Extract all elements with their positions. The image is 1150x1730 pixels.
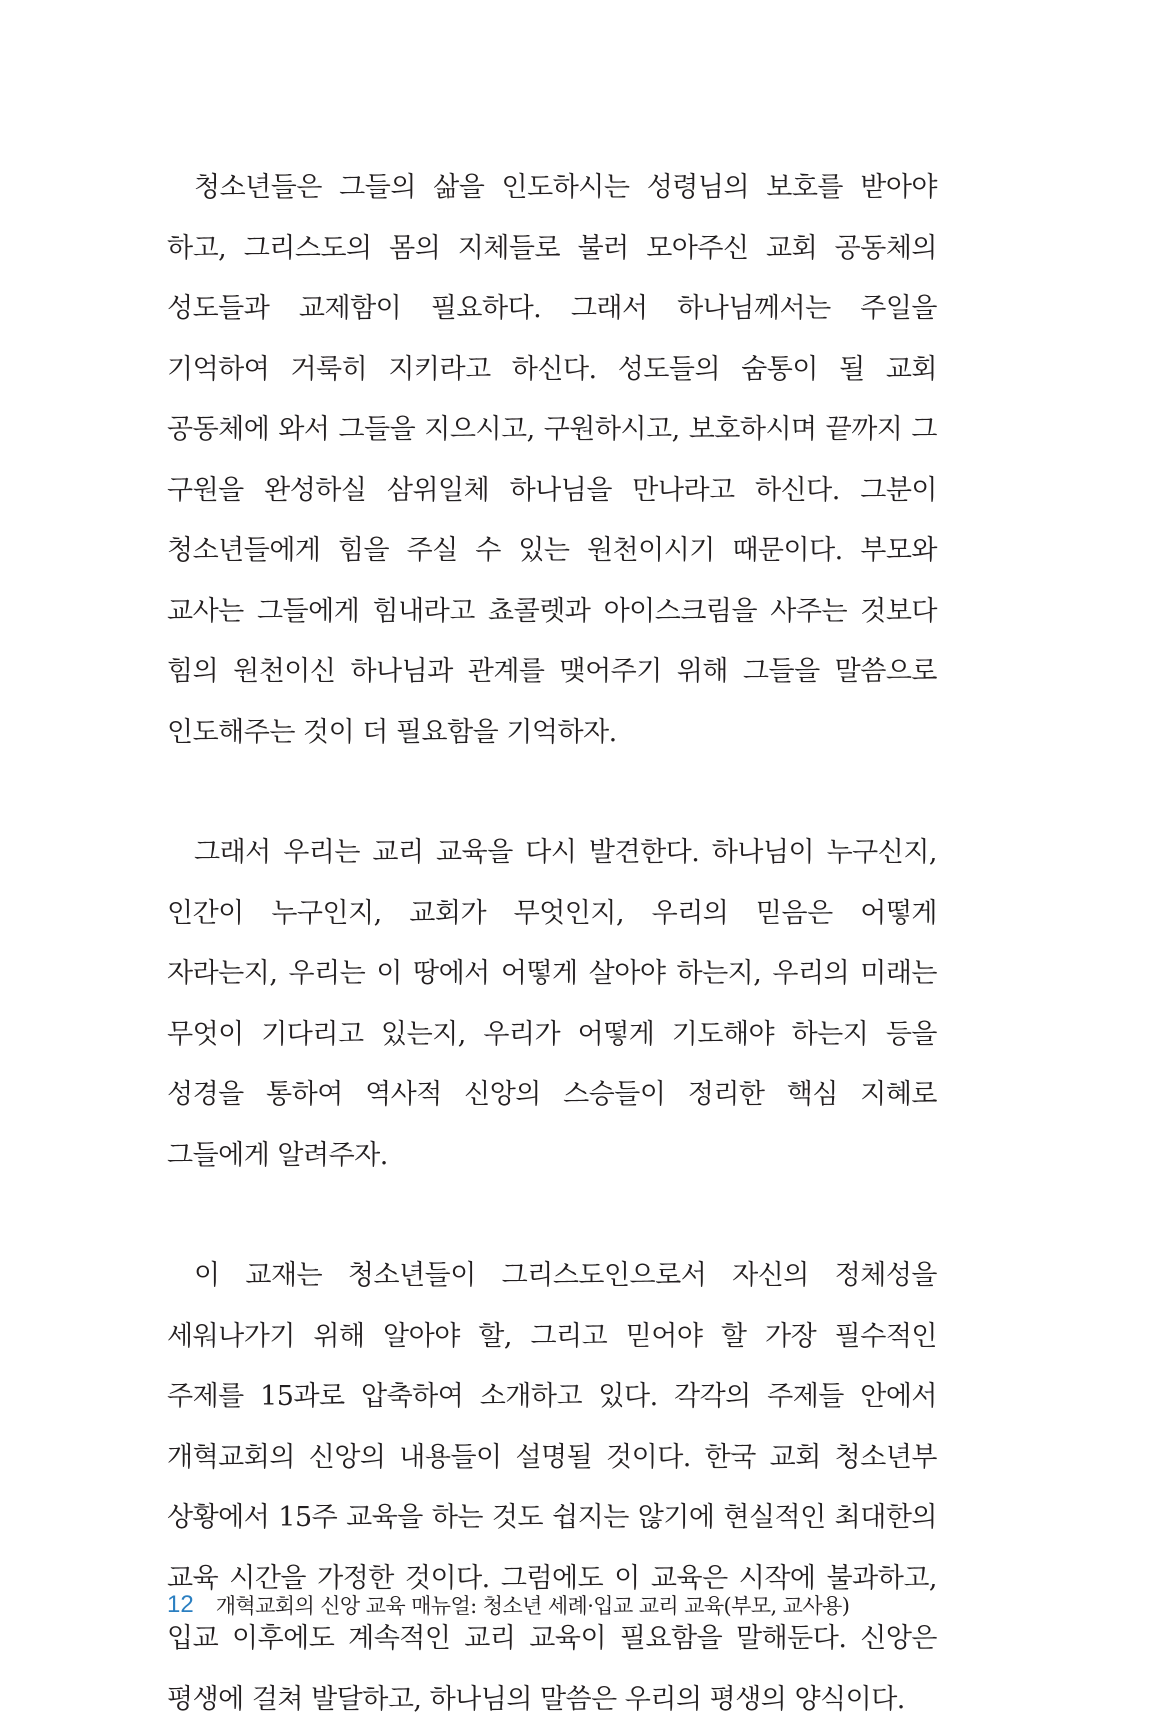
- paragraph-1: 청소년들은 그들의 삶을 인도하시는 성령님의 보호를 받아야 하고, 그리스도의 몸의 지체들로 불러 모아주신 교회 공동체의 성도들과 교제함이 필요하다. 그래서 하나님께서는 주일을 기억하여 거룩히 지키라고 하신다. 성도들의 숨통이 될 교회 공동체에 와서 그들을 지으시고, 구원하시고, 보호하시며 끝까지 그 구원을 완성하실 삼위일체 하나님을 만나라고 하신다. 그분이 청소년들에게 힘을 주실 수 있는 원천이시기 때문이다. 부모와 교사는 그들에게 힘내라고 쵸콜렛과 아이스크림을 사주는 것보다 힘의 원천이신 하나님과 관계를 맺어주기 위해 그들을 말씀으로 인도해주는 것이 더 필요함을 기억하자.: [167, 172, 937, 748]
- paragraph-2: 그래서 우리는 교리 교육을 다시 발견한다. 하나님이 누구신지, 인간이 누구인지, 교회가 무엇인지, 우리의 믿음은 어떻게 자라는지, 우리는 이 땅에서 어떻게 살아야 하는지, 우리의 미래는 무엇이 기다리고 있는지, 우리가 어떻게 기도해야 하는지 등을 성경을 통하여 역사적 신앙의 스승들이 정리한 핵심 지혜로 그들에게 알려주자.: [167, 837, 937, 1171]
- running-title: 개혁교회의 신앙 교육 매뉴얼: 청소년 세례·입교 교리 교육(부모, 교사용): [215, 1594, 850, 1618]
- paragraph-3: 이 교재는 청소년들이 그리스도인으로서 자신의 정체성을 세워나가기 위해 알아야 할, 그리고 믿어야 할 가장 필수적인 주제를 15과로 압축하여 소개하고 있다. 각각의 주제들 안에서 개혁교회의 신앙의 내용들이 설명될 것이다. 한국 교회 청소년부 상황에서 15주 교육을 하는 것도 쉽지는 않기에 현실적인 최대한의 교육 시간을 가정한 것이다. 그럼에도 이 교육은 시작에 불과하고, 입교 이후에도 계속적인 교리 교육이 필요함을 말해둔다. 신앙은 평생에 걸쳐 발달하고, 하나님의 말씀은 우리의 평생의 양식이다.: [167, 1260, 937, 1715]
- page-number: 12: [167, 1591, 194, 1618]
- body-text: [167, 158, 937, 1730]
- page-footer: [167, 1587, 849, 1623]
